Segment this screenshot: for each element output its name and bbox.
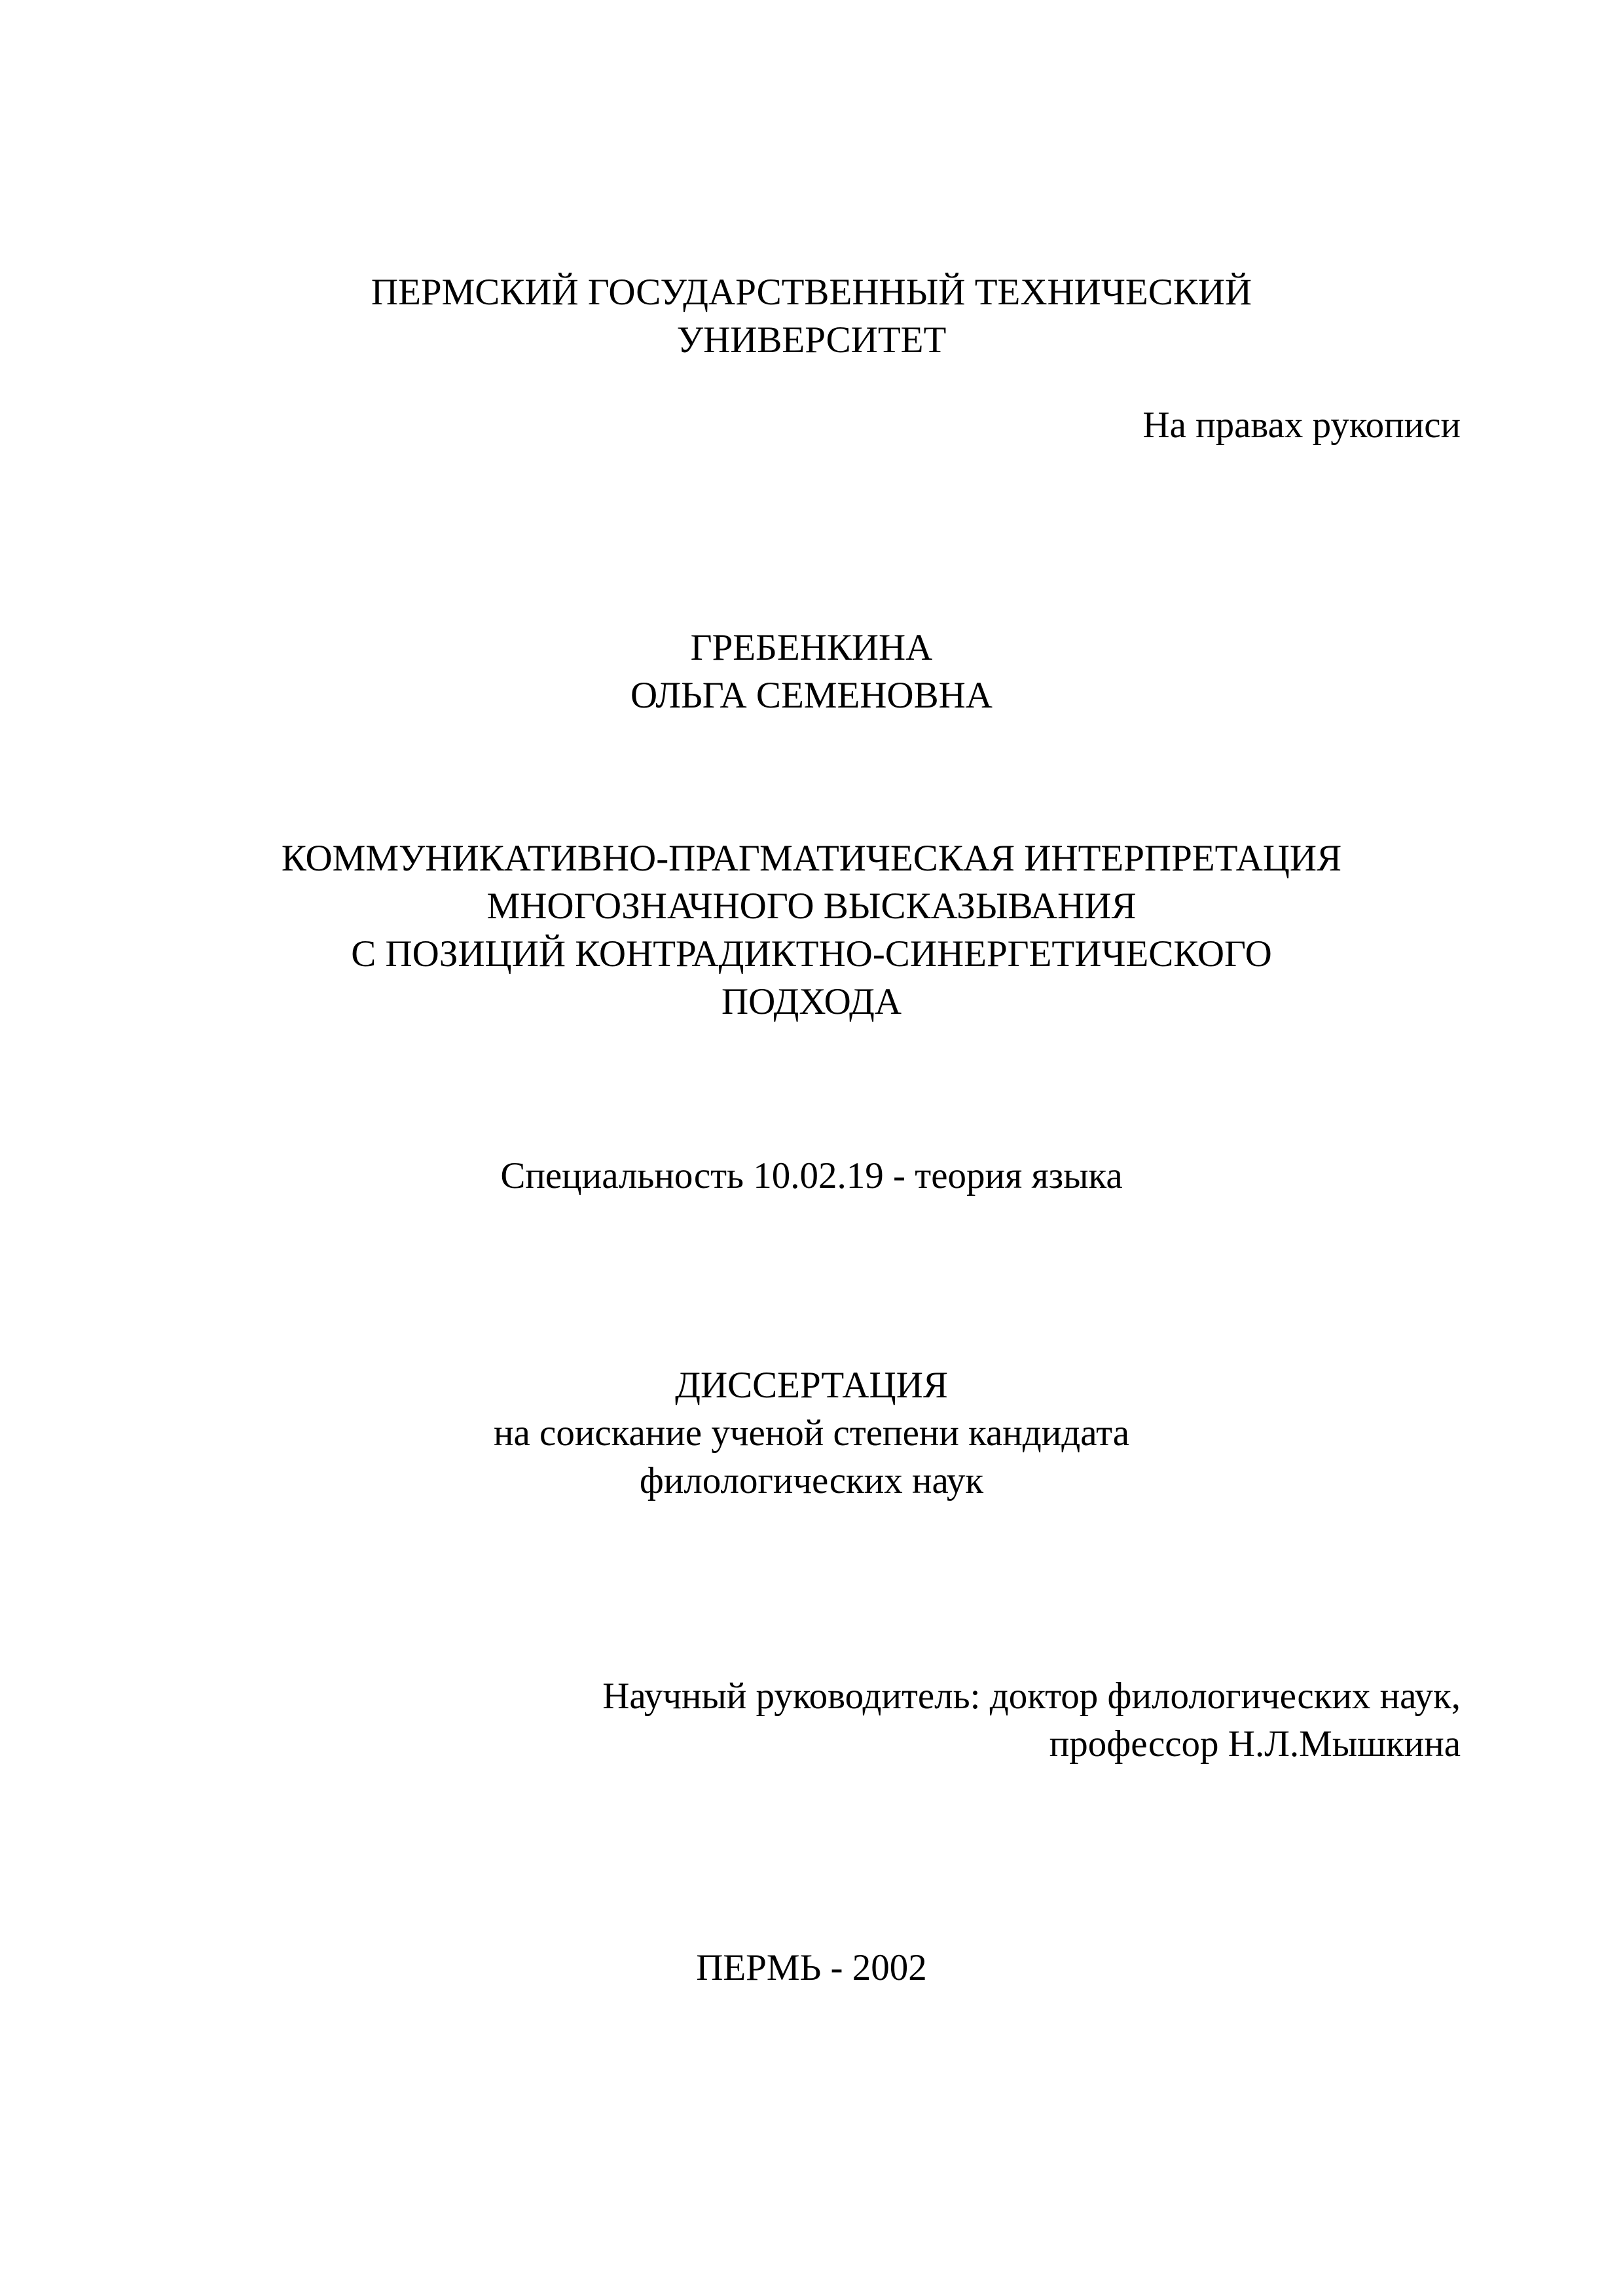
supervisor [602,1672,1461,1768]
title-line-3: С ПОЗИЦИЙ КОНТРАДИКТНО-СИНЕРГЕТИЧЕСКОГО [351,933,1272,975]
university-name-line-2: УНИВЕРСИТЕТ [676,319,947,361]
city-year-text: ПЕРМЬ - 2002 [696,1947,927,1988]
title-line-2: МНОГОЗНАЧНОГО ВЫСКАЗЫВАНИЯ [486,886,1137,927]
specialty [0,1152,1623,1200]
author-surname: ГРЕБЕНКИНА [690,627,933,668]
dissertation-title [0,834,1623,1026]
degree-line-2: филологических наук [639,1460,984,1501]
author-name [0,624,1623,719]
title-line-1: КОММУНИКАТИВНО-ПРАГМАТИЧЕСКАЯ ИНТЕРПРЕТАЦИЯ [281,838,1342,879]
dissertation-heading: ДИССЕРТАЦИЯ [675,1365,948,1406]
title-line-4: ПОДХОДА [721,981,902,1022]
university-name-line-1: ПЕРМСКИЙ ГОСУДАРСТВЕННЫЙ ТЕХНИЧЕСКИЙ [371,272,1252,313]
manuscript-note [1142,401,1461,449]
degree-line-1: на соискание ученой степени кандидата [493,1412,1129,1454]
supervisor-line-1: Научный руководитель: доктор филологических наук, [602,1676,1461,1717]
university-name [0,268,1623,364]
degree-statement [0,1361,1623,1505]
city-year [0,1944,1623,1992]
author-given-names: ОЛЬГА СЕМЕНОВНА [630,675,993,716]
manuscript-note-text: На правах рукописи [1142,404,1461,446]
supervisor-line-2: профессор Н.Л.Мышкина [1049,1723,1461,1765]
specialty-text: Специальность 10.02.19 - теория языка [500,1155,1123,1196]
